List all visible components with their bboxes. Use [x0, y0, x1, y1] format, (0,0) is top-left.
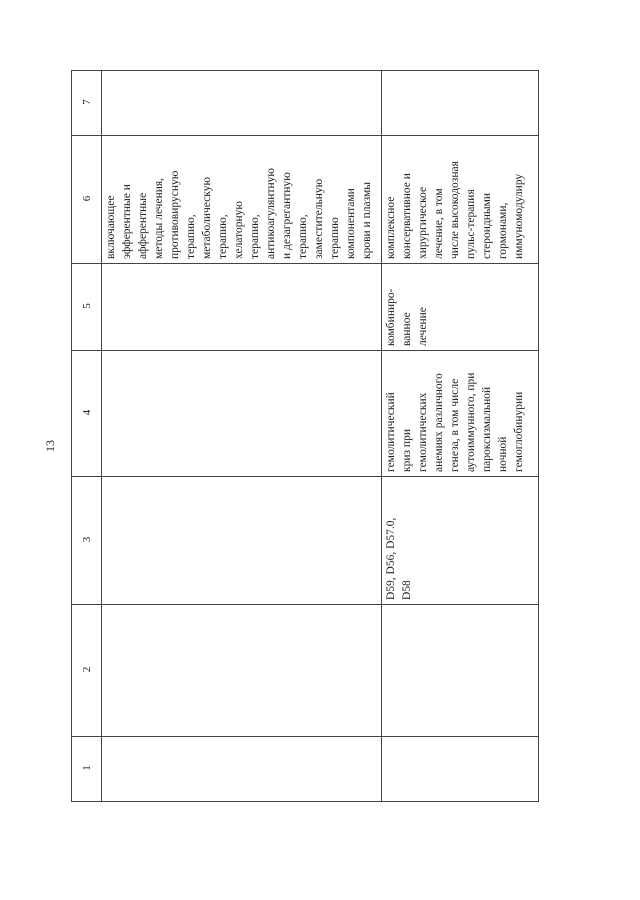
header-cell-3: 3 — [72, 477, 102, 605]
cell-text: комплексное консервативное и хирургическое лечение, в том числе высокодозная пульс-терапия стероидными гормонами, иммуномодулиру — [385, 161, 525, 259]
row1-col7 — [102, 71, 382, 136]
table-row — [102, 71, 382, 802]
cell-text — [382, 607, 383, 732]
row2-col6-methods — [382, 136, 539, 264]
row1-col6-methods — [102, 136, 382, 264]
header-cell-2: 2 — [72, 605, 102, 737]
cell-text: комбиниро- ванное лечение — [385, 288, 429, 346]
cell-text: D59, D56, D57.0, D58 — [385, 517, 413, 600]
cell-text: гемолитический криз при гемолитических анемиях различного генеза, в том числе аутоиммунного, при пароксизмальной ночной гемоглобинурии — [385, 372, 525, 472]
cell-text — [102, 73, 103, 131]
row1-col4 — [102, 351, 382, 477]
row2-col4-diagnosis — [382, 351, 539, 477]
table-header-row — [72, 71, 102, 802]
cell-text — [102, 607, 103, 732]
header-cell-4: 4 — [72, 351, 102, 477]
medical-care-table — [71, 70, 539, 802]
cell-text — [382, 73, 383, 131]
row1-col2 — [102, 605, 382, 737]
table-row — [382, 71, 539, 802]
cell-text — [102, 739, 103, 797]
cell-text — [382, 739, 383, 797]
header-cell-7: 7 — [72, 71, 102, 136]
page-number: 13 — [43, 440, 57, 452]
header-cell-1: 1 — [72, 737, 102, 802]
cell-text — [102, 266, 103, 346]
row1-col1 — [102, 737, 382, 802]
row1-col3 — [102, 477, 382, 605]
header-cell-6: 6 — [72, 136, 102, 264]
row2-col3-icd-codes — [382, 477, 539, 605]
row2-col1 — [382, 737, 539, 802]
cell-text — [102, 353, 103, 472]
cell-text: включающее эфферентные и афферентные методы лечения, противовирусную терапию, метаболическую терапию, хелаторную терапию, антикоагулянтную и дезагрегантную терапию, заместительную терапию компонентами крови и плазмы — [105, 168, 373, 259]
cell-text — [102, 479, 103, 600]
rotated-table-container — [71, 71, 538, 802]
row2-col2 — [382, 605, 539, 737]
header-cell-5: 5 — [72, 264, 102, 351]
row2-col5-treatment-type — [382, 264, 539, 351]
row2-col7 — [382, 71, 539, 136]
row1-col5 — [102, 264, 382, 351]
